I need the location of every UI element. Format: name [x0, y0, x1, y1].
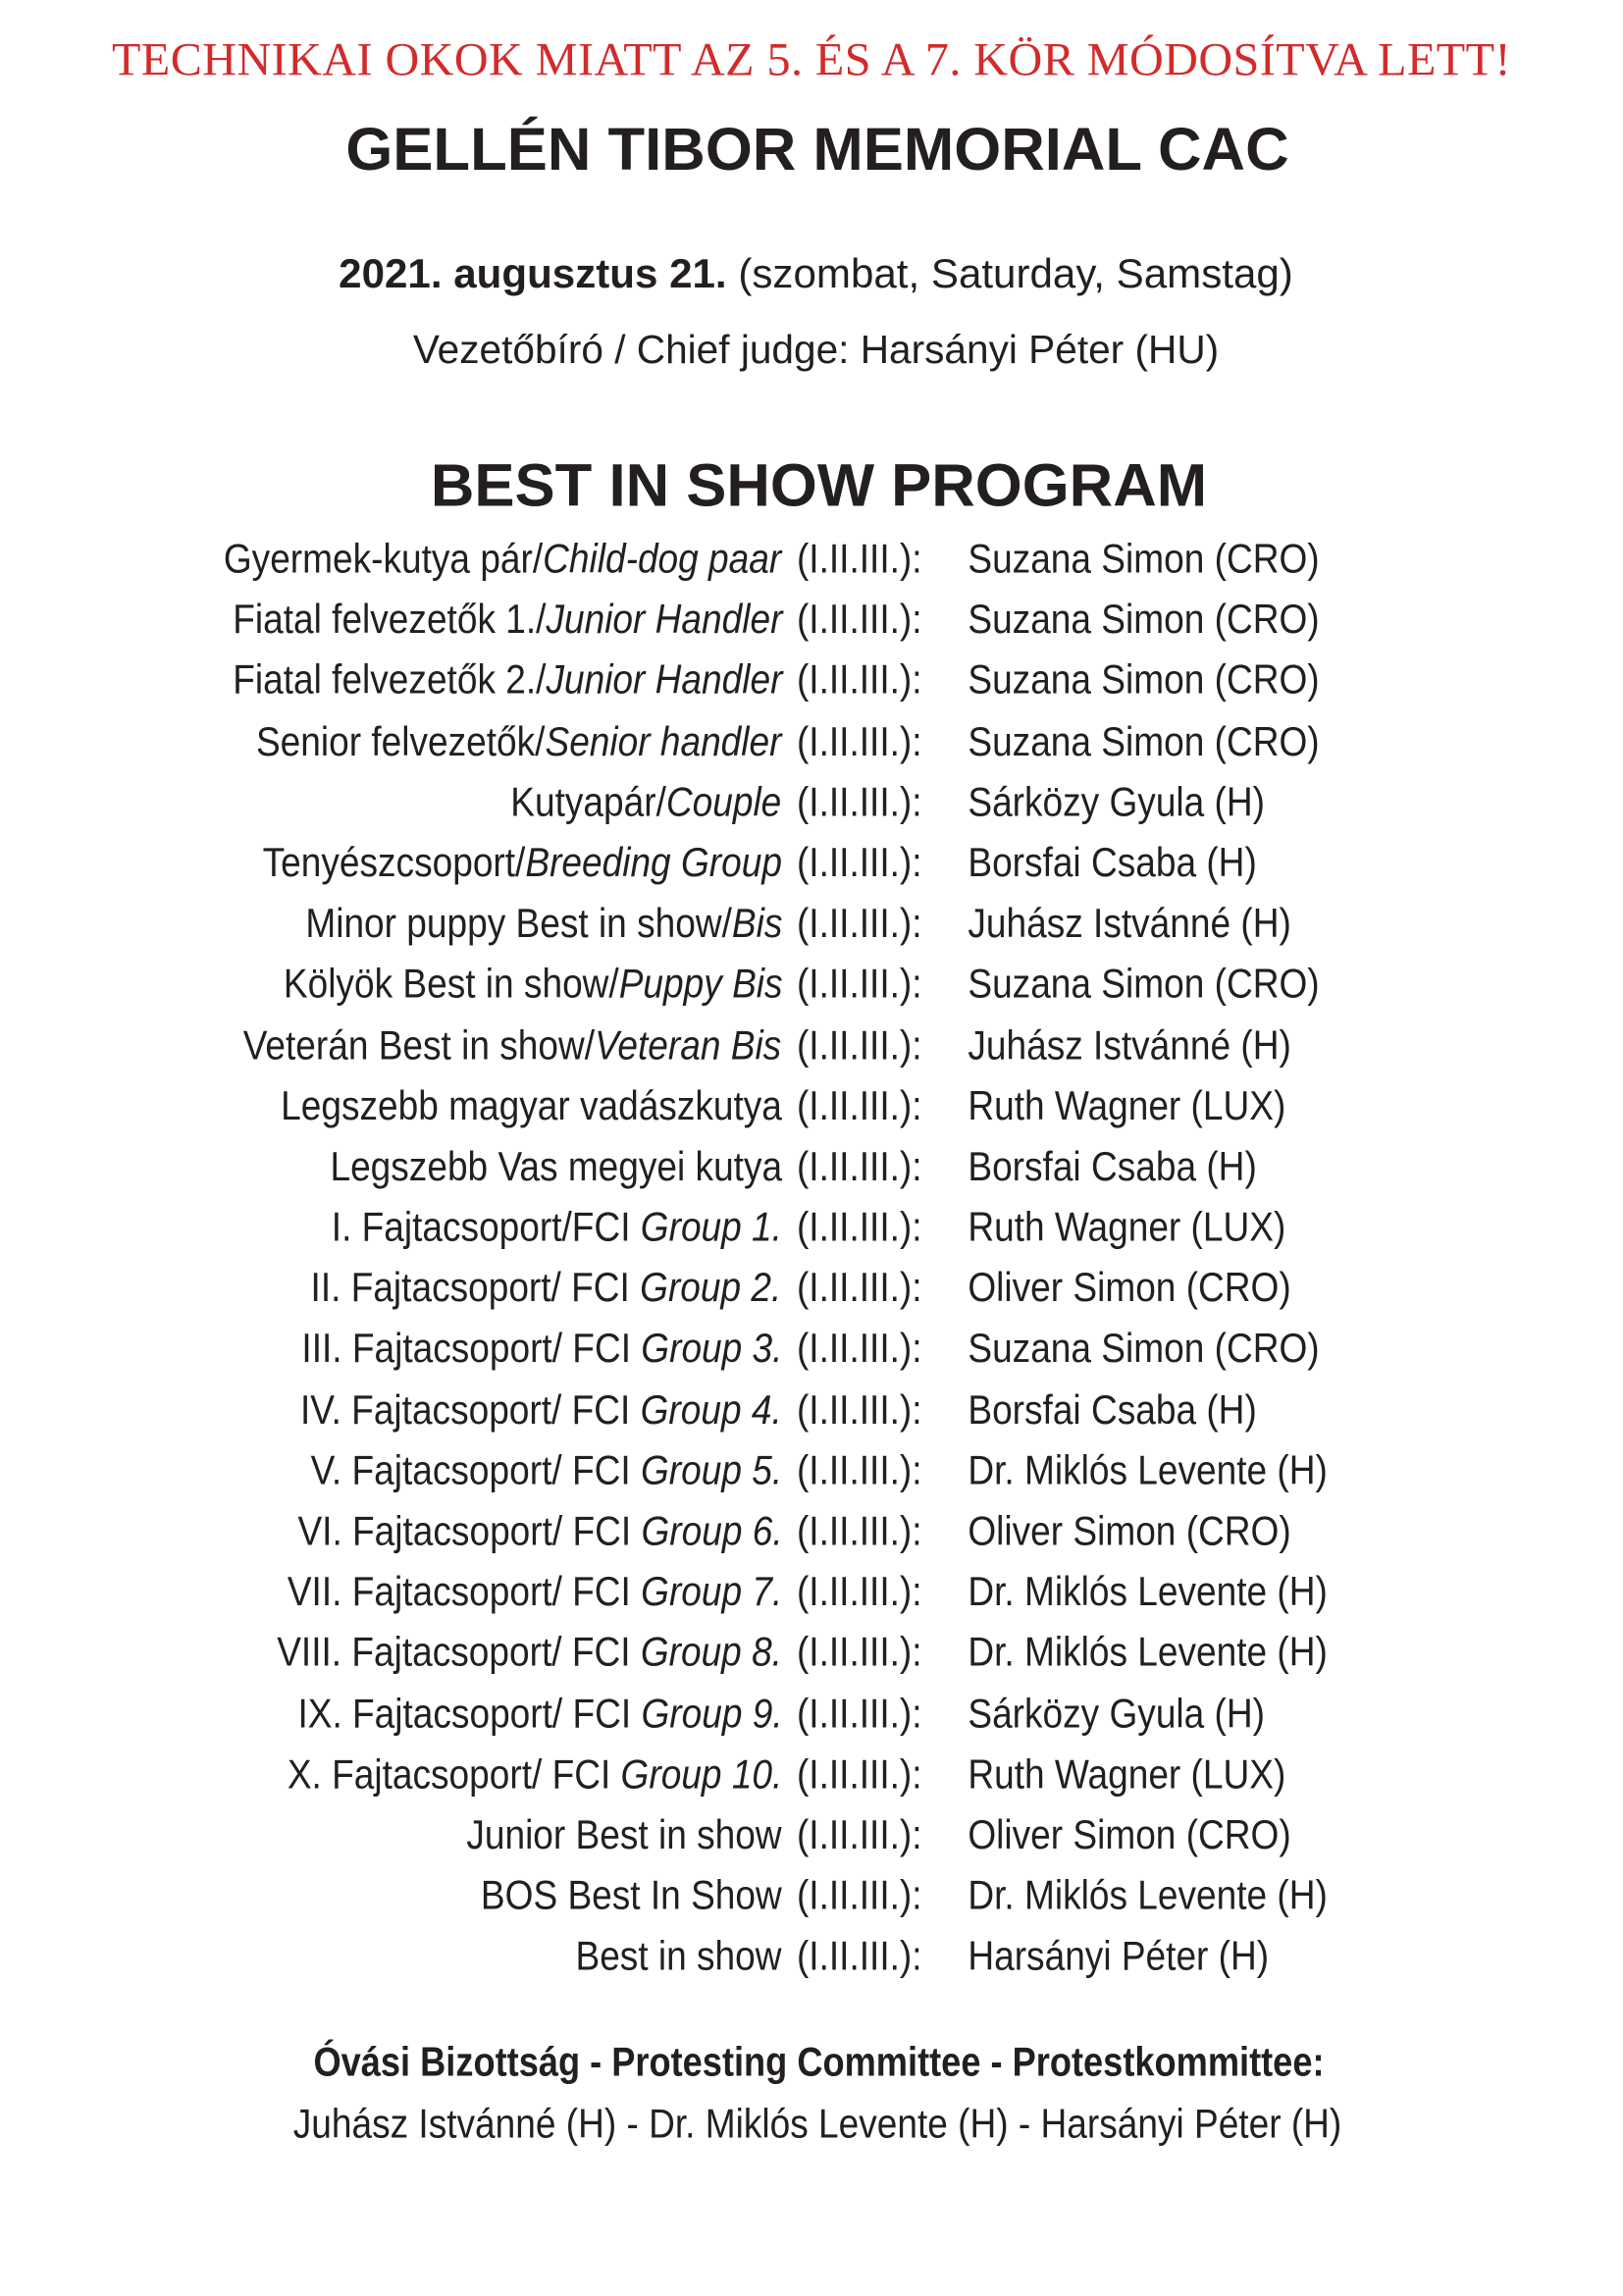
- committee-members: Juhász Istvánné (H) - Dr. Miklós Levente (H) - Harsányi Péter (H): [292, 2101, 1342, 2147]
- program-row-judge: Borsfai Csaba (H): [968, 839, 1257, 886]
- program-row-places: (I.II.III.):: [796, 1325, 922, 1372]
- category-text: IX. Fajtacsoport/ FCI: [296, 1690, 641, 1737]
- category-text: Junior Best in show: [466, 1811, 782, 1857]
- program-row-judge: Juhász Istvánné (H): [968, 1021, 1291, 1068]
- program-row-category: [263, 836, 782, 889]
- category-italic-text: Group 2.: [640, 1264, 782, 1311]
- program-row: [0, 1687, 1623, 1748]
- program-row: [0, 776, 1623, 837]
- program-row-judge: Dr. Miklós Levente (H): [968, 1629, 1328, 1676]
- program-row: [0, 715, 1623, 776]
- program-heading: BEST IN SHOW PROGRAM: [430, 451, 1208, 520]
- category-text: Tenyészcsoport/: [262, 839, 526, 886]
- program-row-places: (I.II.III.):: [796, 1507, 922, 1554]
- program-row-judge: Borsfai Csaba (H): [968, 1385, 1257, 1433]
- category-text: Legszebb Vas megyei kutya: [330, 1143, 782, 1189]
- program-row-places: (I.II.III.):: [796, 778, 922, 825]
- category-italic-text: Junior Handler: [545, 596, 782, 643]
- program-row-judge: Juhász Istvánné (H): [968, 900, 1291, 946]
- category-text: IV. Fajtacsoport/ FCI: [300, 1385, 641, 1433]
- program-row: [0, 1808, 1623, 1869]
- program-row-places: (I.II.III.):: [796, 1811, 922, 1857]
- program-row-judge: Sárközy Gyula (H): [968, 778, 1265, 825]
- program-row-judge: Suzana Simon (CRO): [968, 596, 1320, 643]
- category-text: III. Fajtacsoport/ FCI: [300, 1325, 641, 1372]
- program-row: [0, 1018, 1623, 1079]
- program-row: [0, 1079, 1623, 1140]
- category-text: Senior felvezetők/: [256, 717, 546, 764]
- program-row: [0, 1930, 1623, 1991]
- program-row-category: [332, 1201, 782, 1254]
- program-row: [0, 1566, 1623, 1627]
- category-italic-text: Bis: [731, 900, 782, 946]
- program-row-category: [310, 1444, 781, 1497]
- program-row: [0, 1383, 1623, 1444]
- event-date: [0, 251, 1623, 298]
- chief-judge: Vezetőbíró / Chief judge: Harsányi Péter (HU): [412, 327, 1220, 372]
- program-row-places: (I.II.III.):: [796, 1568, 922, 1615]
- program-row-judge: Dr. Miklós Levente (H): [968, 1568, 1328, 1615]
- program-row-places: (I.II.III.):: [796, 1082, 922, 1128]
- program-row-category: [287, 1566, 781, 1619]
- program-row-judge: Ruth Wagner (LUX): [968, 1204, 1286, 1250]
- program-row-places: (I.II.III.):: [796, 535, 922, 582]
- program-row-category: [311, 1262, 782, 1315]
- program-row-places: (I.II.III.):: [796, 1446, 922, 1493]
- category-italic-text: Veteran Bis: [595, 1021, 782, 1068]
- committee-title: Óvási Bizottság - Protesting Committee - Protestkommittee:: [313, 2038, 1325, 2085]
- change-notice: TECHNIKAI OKOK MIATT AZ 5. ÉS A 7. KÖR MÓDOSÍTVA LETT!: [112, 32, 1511, 86]
- program-row-category: [301, 1323, 782, 1376]
- program-row-category: [297, 1505, 782, 1558]
- program-row-judge: Suzana Simon (CRO): [968, 1325, 1320, 1372]
- program-row-category: [297, 1687, 782, 1740]
- category-text: VIII. Fajtacsoport/ FCI: [277, 1629, 641, 1676]
- program-row-category: [287, 1748, 781, 1800]
- category-italic-text: Group 9.: [640, 1690, 782, 1737]
- program-row-category: [233, 654, 782, 707]
- program-row: [0, 1140, 1623, 1201]
- program-row: [0, 897, 1623, 958]
- program-row-places: (I.II.III.):: [796, 1690, 922, 1737]
- program-row: [0, 654, 1623, 715]
- program-row-category: [481, 1869, 782, 1922]
- program-row-judge: Ruth Wagner (LUX): [968, 1750, 1286, 1798]
- event-date-days: (szombat, Saturday, Samstag): [738, 250, 1293, 297]
- category-italic-text: Group 5.: [640, 1446, 782, 1493]
- program-row-judge: Suzana Simon (CRO): [968, 717, 1320, 764]
- category-italic-text: Child-dog paar: [543, 535, 782, 582]
- program-row-places: (I.II.III.):: [796, 900, 922, 946]
- program-row-judge: Oliver Simon (CRO): [968, 1811, 1291, 1857]
- program-row-judge: Ruth Wagner (LUX): [968, 1082, 1286, 1128]
- program-row-category: [281, 1079, 782, 1132]
- category-italic-text: Senior handler: [545, 717, 782, 764]
- category-text: II. Fajtacsoport/ FCI: [311, 1264, 641, 1311]
- program-row-judge: Dr. Miklós Levente (H): [968, 1446, 1328, 1493]
- program-row-judge: Dr. Miklós Levente (H): [968, 1872, 1328, 1918]
- category-italic-text: Group 8.: [640, 1629, 782, 1676]
- program-row: [0, 1444, 1623, 1505]
- program-row-category: [576, 1930, 782, 1983]
- program-row-places: (I.II.III.):: [796, 596, 922, 643]
- program-list: [0, 533, 1623, 1991]
- category-text: V. Fajtacsoport/ FCI: [310, 1446, 641, 1493]
- program-row-judge: Oliver Simon (CRO): [968, 1264, 1291, 1311]
- category-italic-text: Group 3.: [640, 1325, 782, 1372]
- program-row-category: [467, 1808, 782, 1861]
- event-title: GELLÉN TIBOR MEMORIAL CAC: [345, 115, 1289, 183]
- program-row-judge: Suzana Simon (CRO): [968, 961, 1320, 1007]
- category-text: Best in show: [575, 1933, 782, 1979]
- program-row-places: (I.II.III.):: [796, 1872, 922, 1918]
- category-text: Fiatal felvezetők 2./: [232, 656, 546, 704]
- program-row-category: [225, 533, 782, 586]
- program-row-category: [300, 1383, 782, 1436]
- category-text: Kölyök Best in show/: [283, 961, 619, 1007]
- event-date-bold: 2021. augusztus 21.: [339, 250, 727, 297]
- category-text: Minor puppy Best in show/: [304, 900, 732, 946]
- category-italic-text: Junior Handler: [545, 656, 782, 704]
- program-row-category: [277, 1627, 782, 1680]
- program-row-places: (I.II.III.):: [796, 717, 922, 764]
- program-row: [0, 1627, 1623, 1688]
- program-row-places: (I.II.III.):: [796, 961, 922, 1007]
- category-italic-text: Group 7.: [640, 1568, 782, 1615]
- program-row-judge: Oliver Simon (CRO): [968, 1507, 1291, 1554]
- program-row-category: [330, 1140, 782, 1193]
- program-row-judge: Harsányi Péter (H): [968, 1933, 1270, 1979]
- category-italic-text: Group 6.: [640, 1507, 782, 1554]
- category-text: VI. Fajtacsoport/ FCI: [296, 1507, 641, 1554]
- category-text: X. Fajtacsoport/ FCI: [287, 1750, 621, 1798]
- program-row: [0, 1869, 1623, 1930]
- program-row: [0, 1748, 1623, 1808]
- category-italic-text: Group 10.: [620, 1750, 782, 1798]
- program-row: [0, 1323, 1623, 1383]
- program-row: [0, 1201, 1623, 1262]
- program-row-category: [305, 897, 782, 950]
- program-row-places: (I.II.III.):: [796, 1750, 922, 1798]
- category-text: Legszebb magyar vadászkutya: [281, 1082, 782, 1128]
- program-row-judge: Sárközy Gyula (H): [968, 1690, 1265, 1737]
- program-row-places: (I.II.III.):: [796, 1264, 922, 1311]
- program-row-places: (I.II.III.):: [796, 1143, 922, 1189]
- category-italic-text: Group 4.: [640, 1385, 782, 1433]
- category-text: Fiatal felvezetők 1./: [232, 596, 546, 643]
- program-row-places: (I.II.III.):: [796, 1204, 922, 1250]
- program-row-category: [256, 715, 781, 768]
- program-row-places: (I.II.III.):: [796, 1629, 922, 1676]
- program-row-places: (I.II.III.):: [796, 839, 922, 886]
- category-text: VII. Fajtacsoport/ FCI: [287, 1568, 641, 1615]
- program-row: [0, 533, 1623, 594]
- category-text: BOS Best In Show: [481, 1872, 782, 1918]
- category-italic-text: Breeding Group: [525, 839, 782, 886]
- category-text: Gyermek-kutya pár/: [224, 535, 544, 582]
- program-row-judge: Suzana Simon (CRO): [968, 535, 1320, 582]
- program-row-category: [283, 958, 782, 1011]
- program-row: [0, 836, 1623, 897]
- program-row-category: [233, 594, 782, 647]
- program-row: [0, 1262, 1623, 1323]
- program-row-judge: Borsfai Csaba (H): [968, 1143, 1257, 1189]
- category-italic-text: Puppy Bis: [618, 961, 782, 1007]
- program-row: [0, 1505, 1623, 1566]
- program-row-category: [511, 776, 782, 829]
- category-italic-text: Group 1.: [640, 1204, 782, 1250]
- program-row-places: (I.II.III.):: [796, 1385, 922, 1433]
- program-row-category: [243, 1018, 782, 1071]
- program-row-places: (I.II.III.):: [796, 656, 922, 704]
- program-row-places: (I.II.III.):: [796, 1021, 922, 1068]
- category-text: I. Fajtacsoport/FCI: [331, 1204, 641, 1250]
- program-row: [0, 958, 1623, 1018]
- category-italic-text: Couple: [666, 778, 782, 825]
- category-text: Veterán Best in show/: [243, 1021, 596, 1068]
- program-row-judge: Suzana Simon (CRO): [968, 656, 1320, 704]
- program-row: [0, 594, 1623, 654]
- program-row-places: (I.II.III.):: [796, 1933, 922, 1979]
- category-text: Kutyapár/: [510, 778, 667, 825]
